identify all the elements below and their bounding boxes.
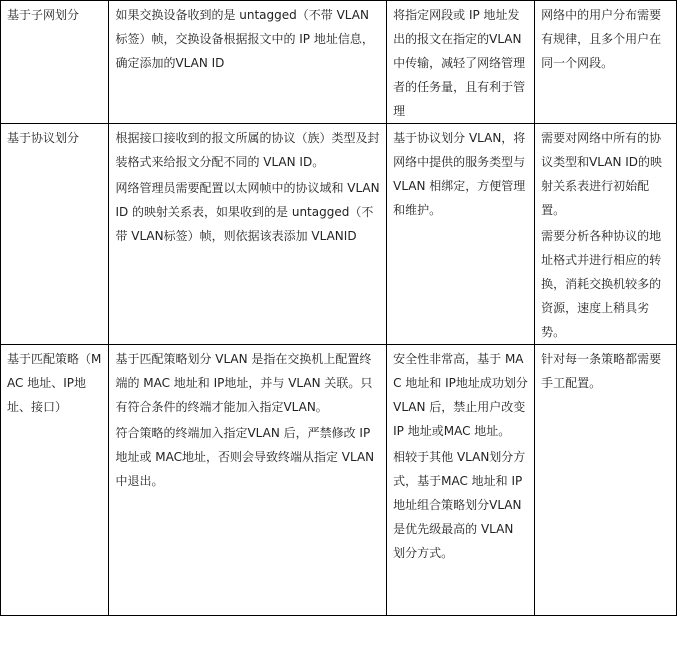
disadvantages-text: 需要对网络中所有的协议类型和VLAN ID的映射关系表进行初始配置。 [541,131,663,217]
disadvantages-text: 网络中的用户分布需要有规律，且多个用户在同一个网段。 [541,8,662,70]
method-text: 基于协议划分 [7,131,80,145]
description-text: 根据接口接收到的报文所属的协议（族）类型及封装格式来给报文分配不同的 VLAN ID。 [115,131,380,169]
cell-advantages [387,345,535,616]
advantages-text: 将指定网段或 IP 地址发出的报文在指定的VLAN 中传输，减轻了网络管理者的任务量，且有利于管理 [393,8,526,118]
cell-method [1,1,109,124]
cell-advantages [387,1,535,124]
cell-description [109,345,387,616]
cell-advantages [387,124,535,345]
advantages-text: 安全性非常高，基于 MAC 地址和 IP地址成功划分VLAN 后，禁止用户改变 IP 地址或MAC 地址。 [393,352,528,438]
table-row-protocol [1,124,677,345]
disadvantages-text: 针对每一条策略都需要手工配置。 [541,352,662,390]
description-text: 基于匹配策略划分 VLAN 是指在交换机上配置终端的 MAC 地址和 IP地址，并与 VLAN 关联。只有符合条件的终端才能加入指定VLAN。 [115,352,373,414]
cell-disadvantages [535,1,677,124]
method-text: 基于子网划分 [7,8,80,22]
table-row-policy [1,345,677,616]
cell-method [1,345,109,616]
cell-description [109,1,387,124]
method-text: 基于匹配策略（MAC 地址、IP地址、接口） [7,352,102,414]
cell-disadvantages [535,345,677,616]
disadvantages-text: 需要分析各种协议的地址格式并进行相应的转换，消耗交换机较多的资源，速度上稍具劣势。 [541,229,662,339]
table-row-subnet [1,1,677,124]
cell-method [1,124,109,345]
description-text: 网络管理员需要配置以太网帧中的协议域和 VLAN ID 的映射关系表，如果收到的是 untagged（不带 VLAN标签）帧，则依据该表添加 VLANID [115,181,380,243]
cell-description [109,124,387,345]
advantages-text: 基于协议划分 VLAN，将网络中提供的服务类型与 VLAN 相绑定，方便管理和维护。 [393,131,526,217]
cell-disadvantages [535,124,677,345]
description-text: 符合策略的终端加入指定VLAN 后，严禁修改 IP 地址或 MAC地址，否则会导致终端从指定 VLAN中退出。 [115,426,375,488]
advantages-text: 相较于其他 VLAN划分方式，基于MAC 地址和 IP 地址组合策略划分VLAN 是优先级最高的 VLAN 划分方式。 [393,450,526,560]
description-text: 如果交换设备收到的是 untagged（不带 VLAN 标签）帧，交换设备根据报文中的 IP 地址信息，确定添加的VLAN ID [115,8,374,70]
